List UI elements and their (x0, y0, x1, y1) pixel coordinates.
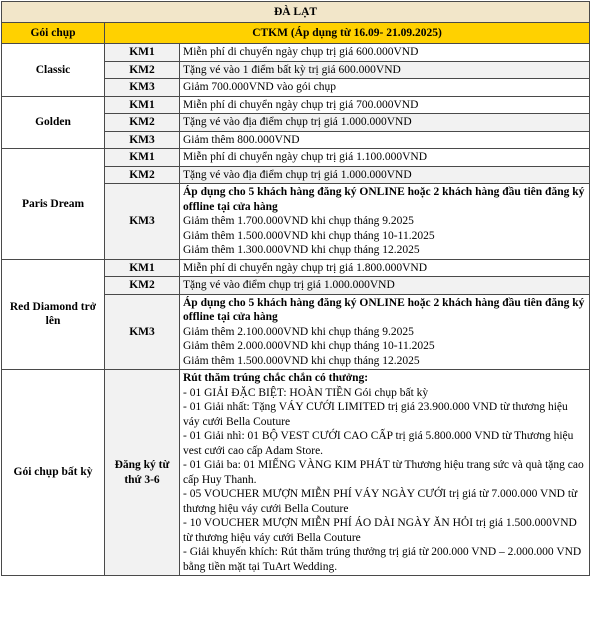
promo-description (180, 277, 590, 295)
promo-code: KM2 (105, 114, 180, 132)
promo-table (1, 1, 590, 576)
promo-line: Tặng vé vào 1 điểm bất kỳ trị giá 600.000VND (183, 63, 401, 76)
promo-row (2, 259, 590, 277)
promo-line: Giảm thêm 2.000.000VND khi chụp tháng 10-11.2025 (183, 340, 435, 352)
title-row (2, 2, 590, 23)
package-name: Gói chụp bất kỳ (2, 370, 105, 576)
promo-line: - 01 GIẢI ĐẶC BIỆT: HOÀN TIỀN Gói chụp bất kỳ (183, 386, 429, 399)
promo-description (180, 44, 590, 62)
promo-row (2, 149, 590, 167)
promo-code: KM3 (105, 131, 180, 149)
package-name: Classic (2, 44, 105, 97)
promo-line: Giảm thêm 800.000VND (183, 133, 300, 146)
page-title: ĐÀ LẠT (2, 2, 590, 23)
promo-line: - 01 Giải ba: 01 MIẾNG VÀNG KIM PHÁT từ Thương hiệu trang sức và quà tặng cao cấp Huy Thanh. (183, 459, 584, 486)
promo-description (180, 184, 590, 260)
promo-line: - 10 VOUCHER MƯỢN MIỄN PHÍ ÁO DÀI NGÀY ĂN HỎI trị giá 1.500.000VND từ thương hiệu váy cưới Bella Couture (183, 517, 577, 544)
promo-line: - Giải khuyến khích: Rút thăm trúng thưởng trị giá từ 200.000 VND – 2.000.000 VND bằng tiền mặt tại TuArt Wedding. (183, 546, 582, 573)
promo-line: Giảm thêm 2.100.000VND khi chụp tháng 9.2025 (183, 325, 414, 338)
package-name: Red Diamond trở lên (2, 259, 105, 370)
promo-line: Miễn phí di chuyển ngày chụp trị giá 700.000VND (183, 98, 419, 111)
promo-code: KM1 (105, 96, 180, 114)
promo-line: Miễn phí di chuyển ngày chụp trị giá 600.000VND (183, 46, 419, 58)
promo-code: KM2 (105, 61, 180, 79)
header-promo: CTKM (Áp dụng từ 16.09- 21.09.2025) (105, 23, 590, 44)
promo-description (180, 61, 590, 79)
promo-line: Giảm thêm 1.500.000VND khi chụp tháng 10-11.2025 (183, 229, 435, 242)
package-name: Paris Dream (2, 149, 105, 260)
promo-description (180, 294, 590, 370)
promo-code: KM2 (105, 166, 180, 184)
promo-description (180, 370, 590, 576)
promo-code: KM1 (105, 149, 180, 167)
promo-line: Giảm thêm 1.500.000VND khi chụp tháng 12.2025 (183, 354, 420, 367)
promo-description (180, 131, 590, 149)
promo-line: Giảm 700.000VND vào gói chụp (183, 81, 336, 93)
promo-line: Miễn phí di chuyển ngày chụp trị giá 1.100.000VND (183, 151, 428, 163)
package-name: Golden (2, 96, 105, 149)
promo-code: KM3 (105, 294, 180, 370)
promo-description (180, 259, 590, 277)
promo-row (2, 370, 590, 576)
promo-condition: Rút thăm trúng chắc chắn có thưởng: (183, 372, 369, 384)
promo-description (180, 96, 590, 114)
promo-description (180, 166, 590, 184)
promo-description (180, 79, 590, 97)
promo-row (2, 44, 590, 62)
promo-line: Tặng vé vào địa điểm chụp trị giá 1.000.000VND (183, 116, 412, 128)
header-package: Gói chụp (2, 23, 105, 44)
promo-code: KM3 (105, 184, 180, 260)
promo-code: KM3 (105, 79, 180, 97)
promo-line: - 01 Giải nhì: 01 BỘ VEST CƯỚI CAO CẤP trị giá 5.800.000 VND từ Thương hiệu vest cưới cao cấp Adam Store. (183, 430, 574, 457)
promo-code: Đăng ký từ thứ 3-6 (105, 370, 180, 576)
promo-code: KM2 (105, 277, 180, 295)
promo-condition: Áp dụng cho 5 khách hàng đăng ký ONLINE hoặc 2 khách hàng đầu tiên đăng ký offline tại cửa hàng (183, 296, 585, 323)
promo-line: Tặng vé vào điểm chụp trị giá 1.000.000VND (183, 279, 395, 291)
promo-line: Giảm thêm 1.300.000VND khi chụp tháng 12.2025 (183, 244, 420, 256)
promo-line: Giảm thêm 1.700.000VND khi chụp tháng 9.2025 (183, 215, 414, 227)
promo-code: KM1 (105, 259, 180, 277)
header-row (2, 23, 590, 44)
promo-line: - 05 VOUCHER MƯỢN MIỄN PHÍ VÁY NGÀY CƯỚI trị giá từ 7.000.000 VND từ thương hiệu váy cưới Bella Couture (183, 488, 578, 515)
promo-description (180, 149, 590, 167)
promo-row (2, 96, 590, 114)
promo-code: KM1 (105, 44, 180, 62)
promo-description (180, 114, 590, 132)
promo-line: Tặng vé vào địa điểm chụp trị giá 1.000.000VND (183, 168, 412, 181)
promo-line: - 01 Giải nhất: Tặng VÁY CƯỚI LIMITED trị giá 23.900.000 VND từ thương hiệu váy cưới Bella Couture (183, 401, 568, 428)
promo-line: Miễn phí di chuyển ngày chụp trị giá 1.800.000VND (183, 261, 428, 274)
promo-condition: Áp dụng cho 5 khách hàng đăng ký ONLINE hoặc 2 khách hàng đầu tiên đăng ký offline tại cửa hàng (183, 186, 585, 213)
